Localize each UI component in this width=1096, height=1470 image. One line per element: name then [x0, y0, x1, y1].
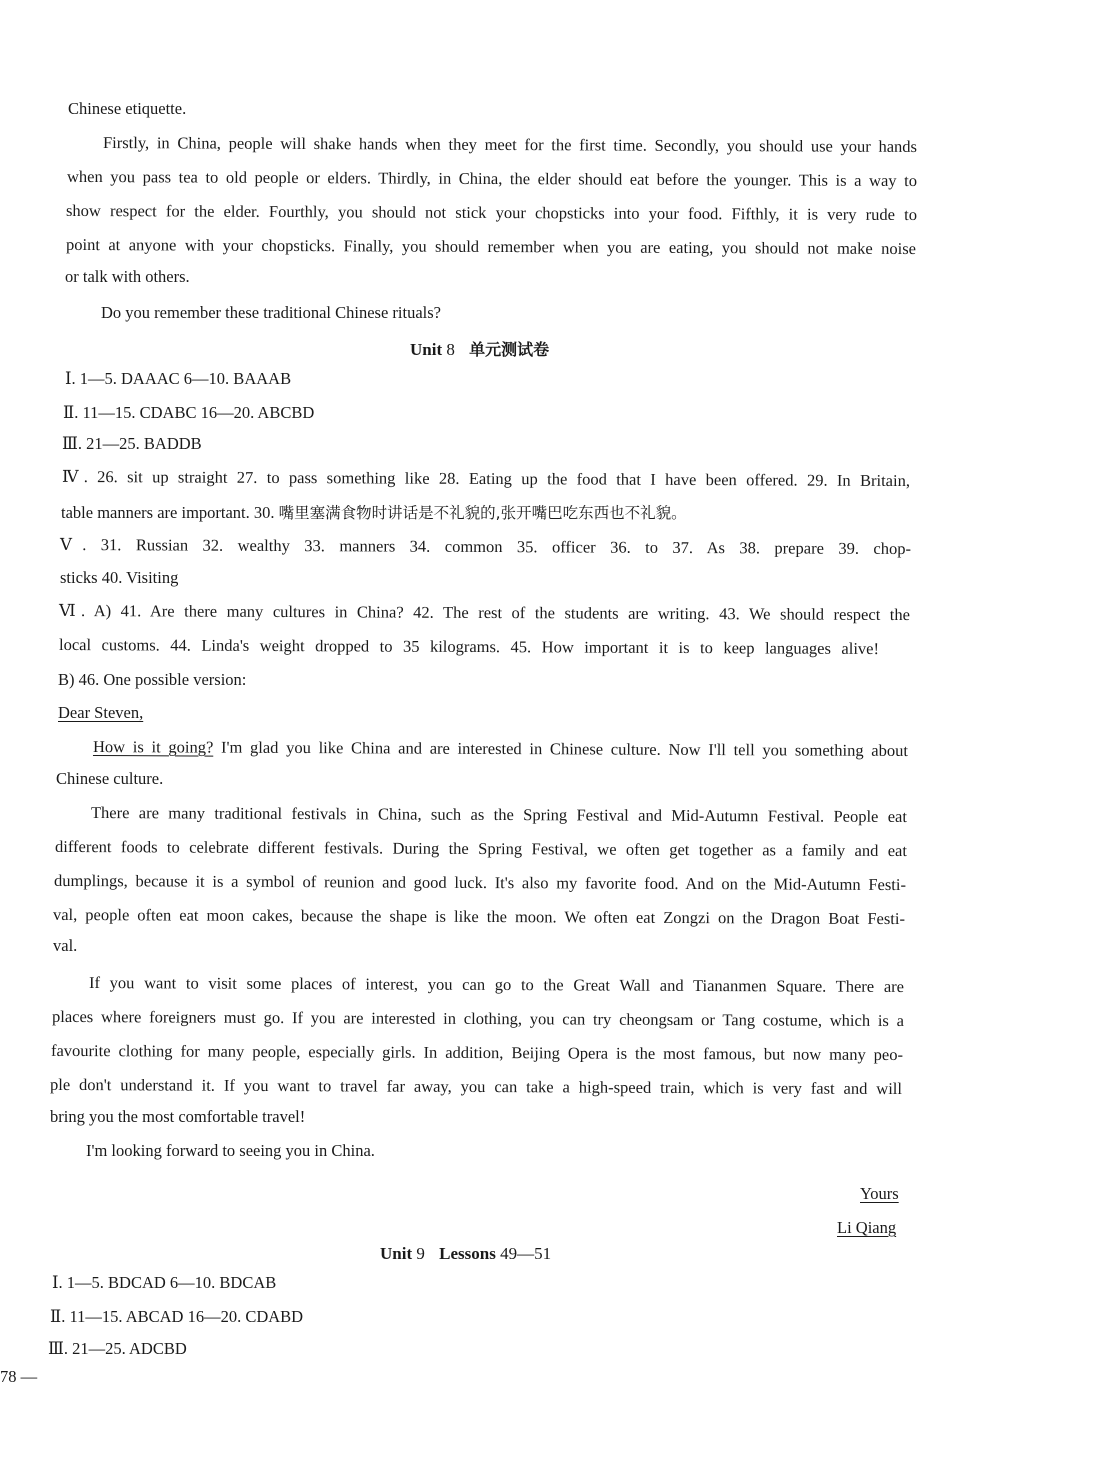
- letter-line: different foods to celebrate different festivals. During the Spring Festival, we often get together as a family and eat: [54, 836, 908, 861]
- answer-row: Ⅱ. 11—15. ABCAD 16—20. CDABD: [50, 1307, 304, 1326]
- letter-opening-question: How is it going?: [92, 737, 214, 757]
- unit9-title: [380, 1242, 551, 1266]
- intro-line: Chinese etiquette.: [68, 99, 187, 118]
- letter-closing: Yours: [860, 1184, 899, 1203]
- answer-row: Ⅲ. 21—25. ADCBD: [48, 1339, 187, 1358]
- answer-translation: 嘴里塞满食物时讲话是不礼貌的,张开嘴巴吃东西也不礼貌。: [278, 504, 687, 522]
- unit9-title-lessons: Lessons: [439, 1244, 496, 1263]
- unit8-title-unit: Unit: [410, 340, 443, 359]
- letter-signature: Li Qiang: [837, 1218, 897, 1237]
- letter-text: I'm glad you like China and are interested in Chinese culture. Now I'll tell you something about: [213, 737, 909, 760]
- unit8-title: [410, 338, 549, 362]
- letter-line: val, people often eat moon cakes, because the shape is like the moon. We often eat Zongzi on the Dragon Boat Festi-: [52, 904, 906, 929]
- unit8-title-number: 8: [446, 340, 455, 359]
- letter-greeting: Dear Steven,: [58, 703, 144, 722]
- unit9-title-range: 49—51: [500, 1244, 552, 1263]
- answer-row: Ⅳ. 26. sit up straight 27. to pass something like 28. Eating up the food that I have been offered. 29. In Britain,: [61, 466, 911, 491]
- unit9-title-unit: Unit: [380, 1244, 413, 1263]
- answer-row: Ⅰ. 1—5. DAAAC 6—10. BAAAB: [65, 369, 292, 388]
- answer-row: B) 46. One possible version:: [58, 670, 247, 689]
- intro-line: show respect for the elder. Fourthly, you should not stick your chopsticks into your food. Fifthly, it is very rude to: [65, 200, 918, 225]
- letter-line: places where foreigners must go. If you are interested in clothing, you can try cheongsam or Tang costume, which is a: [51, 1006, 905, 1031]
- answer-row: Ⅱ. 11—15. CDABC 16—20. ABCBD: [63, 403, 315, 422]
- intro-line: or talk with others.: [65, 267, 190, 286]
- answer-row: Ⅴ. 31. Russian 32. wealthy 33. manners 34. common 35. officer 36. to 37. As 38. prepare 39. chop-: [59, 534, 912, 559]
- letter-line: favourite clothing for many people, especially girls. In addition, Beijing Opera is the most famous, but now many peo-: [50, 1040, 904, 1065]
- letter-line: dumplings, because it is a symbol of reunion and good luck. It's also my favorite food. And on the Mid-Autumn Festi-: [53, 870, 907, 895]
- letter-line: There are many traditional festivals in China, such as the Spring Festival and Mid-Autumn Festival. People eat: [90, 803, 908, 826]
- answer-row: Ⅵ. A) 41. Are there many cultures in China? 42. The rest of the students are writing. 43. We should respect the: [58, 600, 911, 625]
- letter-line: ple don't understand it. If you want to travel far away, you can take a high-speed train, which is very fast and will: [49, 1074, 903, 1099]
- answer-row: local customs. 44. Linda's weight dropped to 35 kilograms. 45. How important it is to keep languages alive!: [58, 634, 880, 659]
- answer-text: table manners are important. 30.: [61, 503, 279, 522]
- letter-line: I'm looking forward to seeing you in China.: [86, 1141, 375, 1160]
- letter-line: [93, 736, 908, 762]
- letter-line: Chinese culture.: [56, 769, 164, 788]
- letter-line: val.: [53, 936, 78, 955]
- intro-line: point at anyone with your chopsticks. Finally, you should remember when you are eating, you should not make noise: [65, 234, 917, 259]
- unit8-title-cn: 单元测试卷: [469, 340, 550, 359]
- answer-row: [61, 502, 687, 524]
- page-number: 78 —: [0, 1367, 38, 1386]
- answer-row: sticks 40. Visiting: [60, 568, 179, 587]
- letter-line: bring you the most comfortable travel!: [50, 1107, 306, 1126]
- intro-line: Firstly, in China, people will shake hands when they meet for the first time. Secondly, you should use your hands: [102, 133, 918, 156]
- intro-line: Do you remember these traditional Chinese rituals?: [101, 303, 441, 322]
- answer-row: Ⅰ. 1—5. BDCAD 6—10. BDCAB: [52, 1273, 277, 1292]
- answer-row: Ⅲ. 21—25. BADDB: [62, 434, 202, 453]
- unit9-title-number: 9: [416, 1244, 425, 1263]
- intro-line: when you pass tea to old people or elders. Thirdly, in China, the elder should eat before the younger. This is a way to: [66, 166, 918, 191]
- letter-line: If you want to visit some places of interest, you can go to the Great Wall and Tiananmen Square. There are: [88, 973, 905, 996]
